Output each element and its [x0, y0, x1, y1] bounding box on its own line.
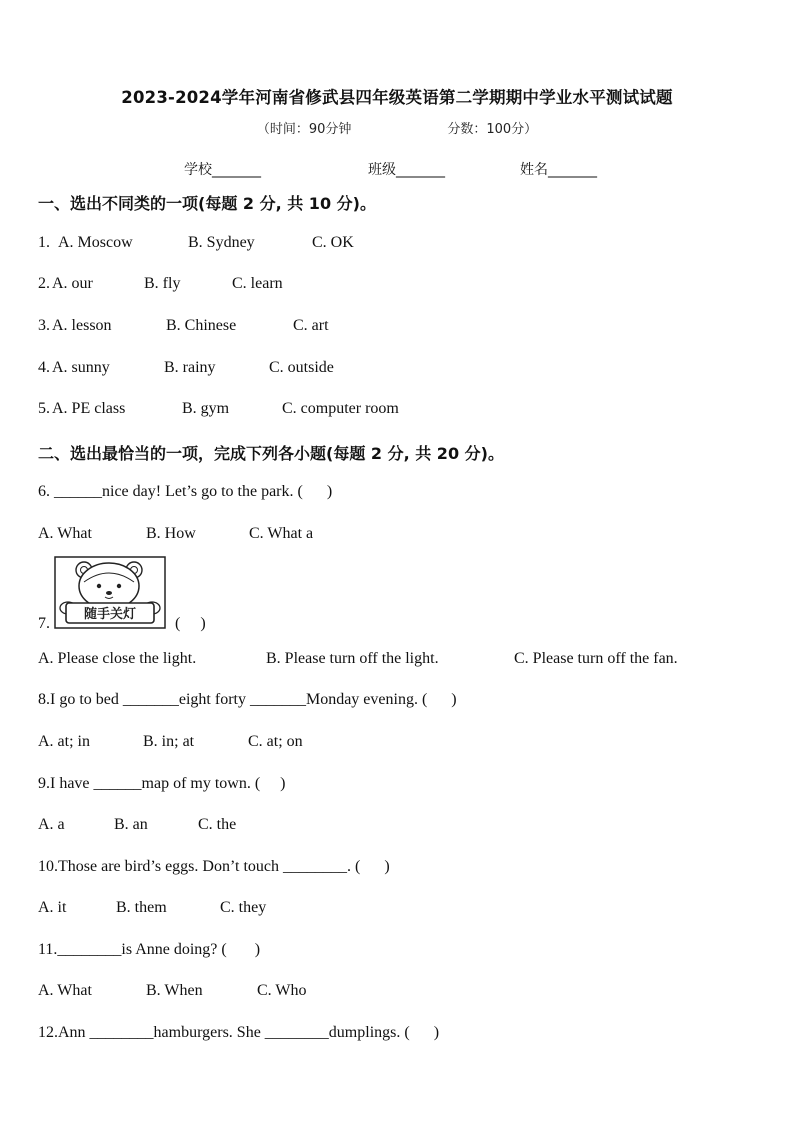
question-8-stem: 8.I go to bed _______eight forty _______Monday evening. ( )	[38, 691, 457, 708]
option-b: B. in; at	[143, 733, 195, 750]
question-1	[38, 233, 778, 253]
question-number: 7.	[38, 615, 50, 632]
option-b: B. fly	[144, 275, 181, 292]
section-title: 二、选出最恰当的一项，完成下列各小题(每题 2 分, 共 20 分)。	[38, 444, 504, 463]
option-c: C. Who	[257, 982, 307, 999]
option-c: C. art	[293, 317, 329, 334]
option-c: C. they	[220, 899, 267, 916]
option-a: A. a	[38, 816, 65, 833]
option-a: A. What	[38, 982, 92, 999]
answer-blank: ( )	[175, 615, 206, 632]
question-11-options	[38, 981, 778, 1001]
question-9-options	[38, 815, 778, 835]
option-b: B. Please turn off the light.	[266, 650, 439, 667]
option-c: C. Please turn off the fan.	[514, 650, 678, 667]
option-b: B. When	[146, 982, 203, 999]
option-c: C. at; on	[248, 733, 303, 750]
option-b: B. them	[116, 899, 167, 916]
option-a: A. our	[52, 275, 93, 292]
option-b: B. Sydney	[188, 234, 255, 251]
sign-text: 随手关灯	[83, 607, 137, 622]
option-c: C. What a	[249, 525, 314, 542]
option-c: C. outside	[269, 359, 334, 376]
option-b: B. Chinese	[166, 317, 237, 334]
exam-subtitle	[0, 118, 794, 137]
class-field: 班级_______	[368, 162, 445, 178]
question-number: 1.	[38, 234, 50, 251]
question-8-options	[38, 732, 778, 752]
question-6-stem: 6. ______nice day! Let’s go to the park. ( )	[38, 483, 333, 500]
question-3	[38, 316, 778, 336]
question-10-options	[38, 898, 778, 918]
turn-off-light-sign-image	[54, 556, 166, 629]
question-4	[38, 358, 778, 378]
school-field: 学校_______	[184, 162, 261, 178]
question-11-stem: 11.________is Anne doing? ( )	[38, 941, 261, 958]
option-a: A. sunny	[52, 359, 110, 376]
question-number: 3.	[38, 317, 50, 334]
question-7-options	[38, 649, 778, 669]
question-2	[38, 274, 778, 294]
option-a: A. Moscow	[58, 234, 133, 251]
option-b: B. rainy	[164, 359, 216, 376]
option-c: C. OK	[312, 234, 354, 251]
exam-title: 2023-2024学年河南省修武县四年级英语第二学期期中学业水平测试试题	[121, 88, 673, 107]
time-limit: （时间：90分钟	[256, 122, 352, 137]
option-a: A. it	[38, 899, 67, 916]
option-a: A. What	[38, 525, 92, 542]
option-b: B. How	[146, 525, 196, 542]
question-5	[38, 399, 778, 419]
option-a: A. Please close the light.	[38, 650, 197, 667]
question-number: 2.	[38, 275, 50, 292]
question-number: 4.	[38, 359, 50, 376]
question-9-stem: 9.I have ______map of my town. ( )	[38, 775, 286, 792]
section-title: 一、选出不同类的一项(每题 2 分, 共 10 分)。	[38, 194, 376, 213]
option-b: B. gym	[182, 400, 230, 417]
option-a: A. at; in	[38, 733, 90, 750]
question-12-stem: 12.Ann ________hamburgers. She ________dumplings. ( )	[38, 1024, 440, 1041]
question-6-options	[38, 524, 778, 544]
option-a: A. lesson	[52, 317, 112, 334]
option-c: C. the	[198, 816, 237, 833]
option-b: B. an	[114, 816, 148, 833]
option-c: C. learn	[232, 275, 283, 292]
option-c: C. computer room	[282, 400, 399, 417]
name-field: 姓名_______	[520, 162, 597, 178]
question-10-stem: 10.Those are bird’s eggs. Don’t touch ________. ( )	[38, 858, 390, 875]
question-number: 5.	[38, 400, 50, 417]
total-score: 分数：100分）	[447, 122, 538, 137]
option-a: A. PE class	[52, 400, 126, 417]
